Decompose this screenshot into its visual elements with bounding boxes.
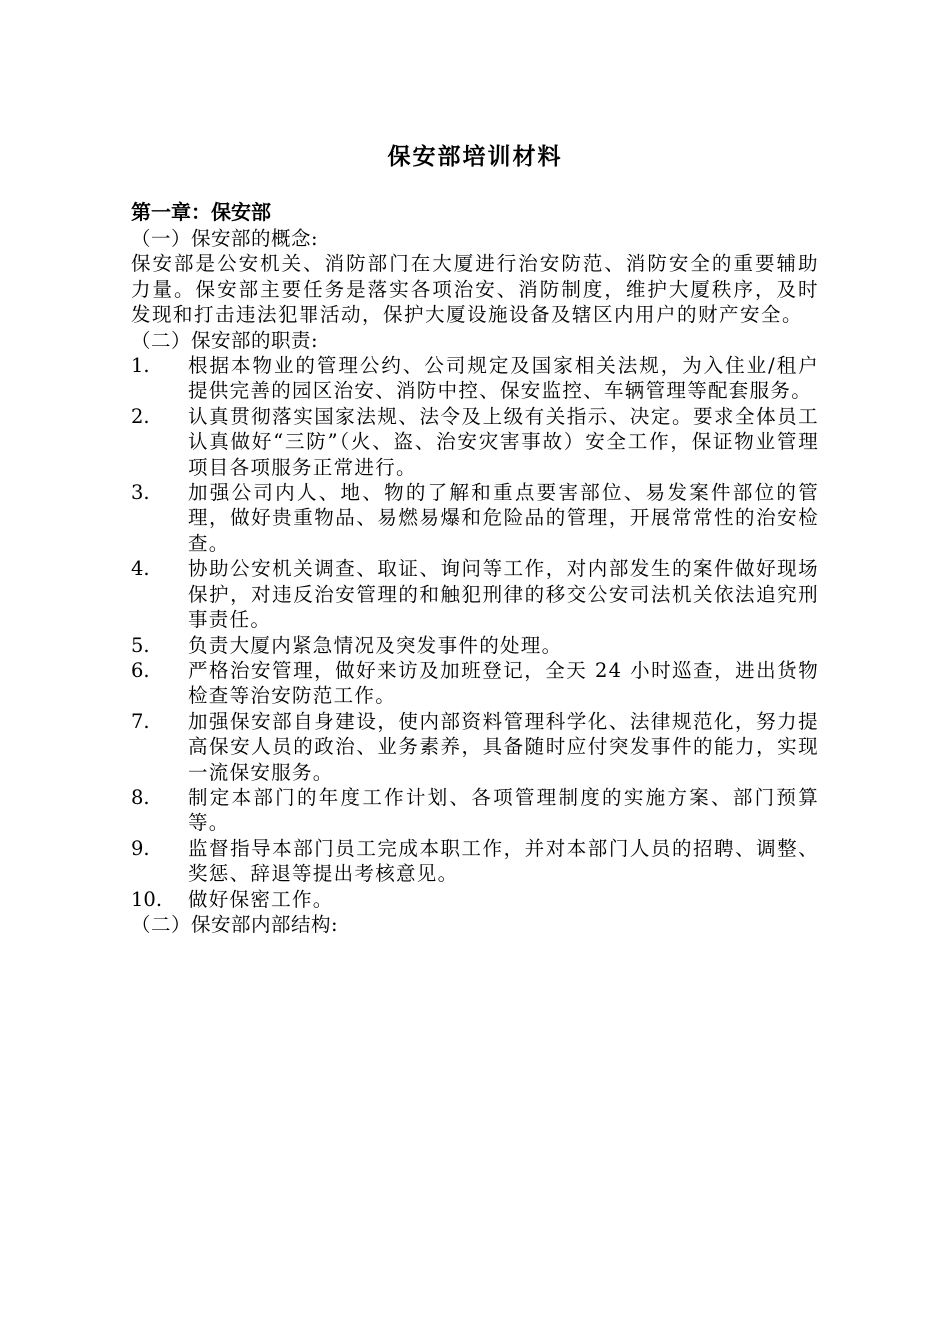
duty-number: 3. — [131, 481, 150, 505]
duty-item — [131, 709, 819, 785]
duty-item — [131, 836, 819, 887]
duty-text: 认真贯彻落实国家法规、法令及上级有关指示、决定。要求全体员工认真做好“三防”（火、盗、治安灾害事故）安全工作，保证物业管理项目各项服务正常进行。 — [188, 404, 819, 479]
concept-paragraph: 保安部是公安机关、消防部门在大厦进行治安防范、消防安全的重要辅助力量。保安部主要任务是落实各项治安、消防制度，维护大厦秩序，及时发现和打击违法犯罪活动，保护大厦设施设备及辖区内用户的财产安全。 — [131, 252, 819, 327]
document-title: 保安部培训材料 — [387, 143, 563, 170]
duty-text: 加强保安部自身建设，使内部资料管理科学化、法律规范化，努力提高保安人员的政治、业务素养，具备随时应付突发事件的能力，实现一流保安服务。 — [188, 709, 819, 784]
duty-text: 负责大厦内紧急情况及突发事件的处理。 — [188, 633, 563, 657]
duty-number: 5. — [131, 633, 150, 657]
section-heading-structure: （二）保安部内部结构: — [131, 912, 339, 936]
duty-number: 6. — [131, 658, 150, 682]
section-heading-concept: （一）保安部的概念: — [131, 227, 319, 250]
duty-item — [131, 480, 819, 556]
duties-list — [131, 353, 819, 912]
duty-number: 8. — [131, 785, 150, 809]
duty-text: 加强公司内人、地、物的了解和重点要害部位、易发案件部位的管理，做好贵重物品、易燃易爆和危险品的管理，开展常常性的治安检查。 — [188, 481, 819, 555]
chapter-heading: 第一章：保安部 — [131, 200, 271, 224]
duty-text: 制定本部门的年度工作计划、各项管理制度的实施方案、部门预算等。 — [188, 785, 819, 835]
duty-text: 协助公安机关调查、取证、询问等工作，对内部发生的案件做好现场保护，对违反治安管理的和触犯刑律的移交公安司法机关依法追究刑事责任。 — [188, 557, 819, 632]
duty-number: 10. — [131, 887, 163, 911]
duty-item — [131, 658, 819, 709]
duty-item — [131, 556, 819, 632]
duty-number: 4. — [131, 557, 150, 581]
duty-item — [131, 353, 819, 404]
duty-text: 做好保密工作。 — [188, 887, 334, 911]
duty-number: 1. — [131, 354, 150, 378]
duty-text: 根据本物业的管理公约、公司规定及国家相关法规，为入住业/租户提供完善的园区治安、消防中控、保安监控、车辆管理等配套服务。 — [188, 354, 819, 403]
duty-text: 监督指导本部门员工完成本职工作，并对本部门人员的招聘、调整、奖惩、辞退等提出考核意见。 — [188, 836, 819, 886]
duty-item — [131, 633, 819, 658]
duty-number: 9. — [131, 836, 150, 860]
duty-number: 2. — [131, 404, 150, 428]
duty-number: 7. — [131, 709, 150, 733]
section-heading-duties: （二）保安部的职责: — [131, 328, 319, 352]
duty-text: 严格治安管理，做好来访及加班登记，全天 24 小时巡查，进出货物检查等治安防范工作。 — [188, 658, 819, 708]
document-body — [131, 199, 819, 937]
duty-item — [131, 785, 819, 836]
duty-item — [131, 404, 819, 480]
duty-item — [131, 887, 819, 912]
